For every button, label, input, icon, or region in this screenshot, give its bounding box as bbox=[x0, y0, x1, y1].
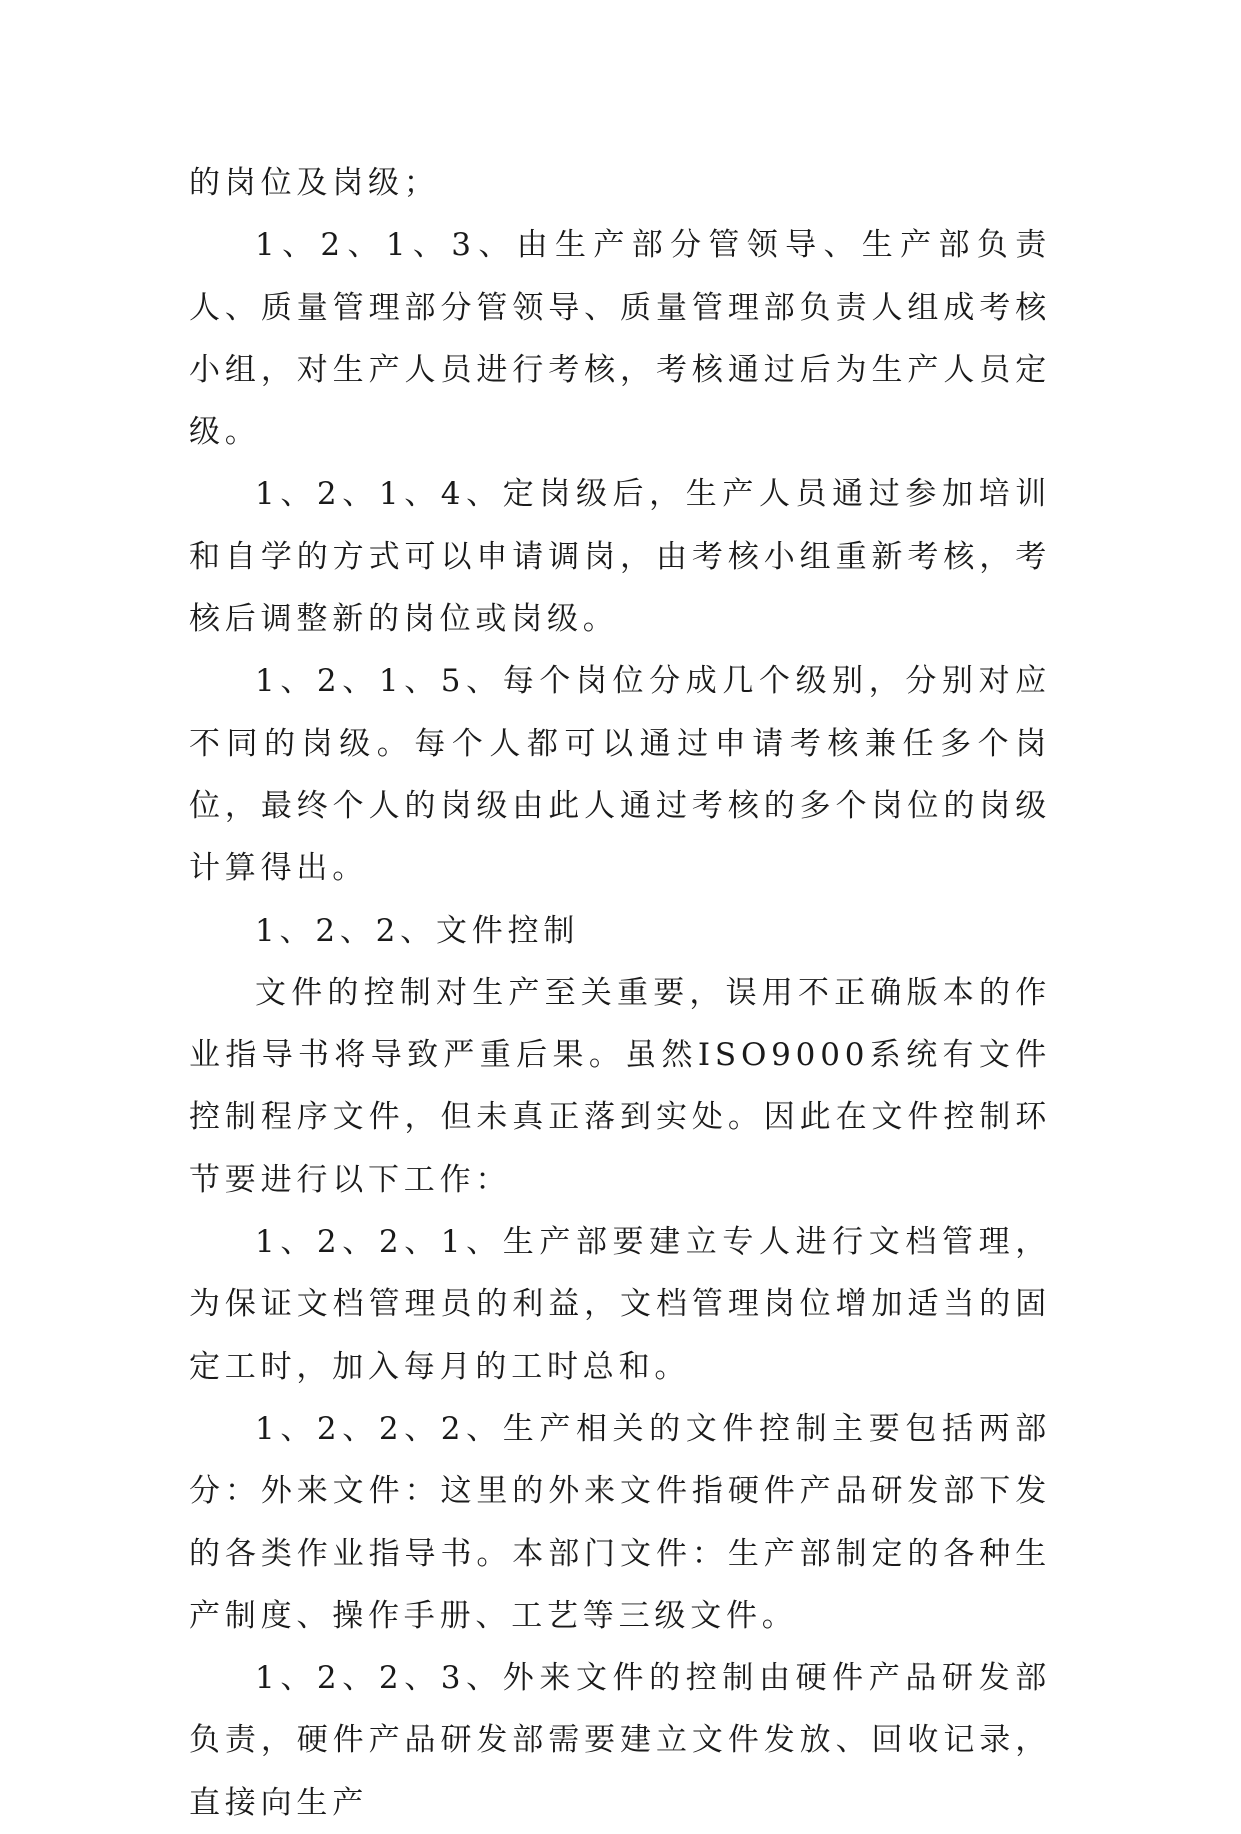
paragraph-continued: 的岗位及岗级； bbox=[189, 165, 440, 201]
paragraph-file-control-intro: 文件的控制对生产至关重要，误用不正确版本的作业指导书将导致严重后果。虽然ISO9000系统有文件控制程序文件，但未真正落到实处。因此在文件控制环节要进行以下工作： bbox=[189, 974, 1051, 1198]
document-body bbox=[189, 152, 1051, 1834]
paragraph-1-2-2-1: 1、2、2、1、生产部要建立专人进行文档管理，为保证文档管理员的利益，文档管理岗位增加适当的固定工时，加入每月的工时总和。 bbox=[189, 1224, 1051, 1385]
paragraph-1-2-1-4: 1、2、1、4、定岗级后，生产人员通过参加培训和自学的方式可以申请调岗，由考核小组重新考核，考核后调整新的岗位或岗级。 bbox=[189, 476, 1051, 638]
paragraph-1-2-1-3: 1、2、1、3、由生产部分管领导、生产部负责人、质量管理部分管领导、质量管理部负责人组成考核小组，对生产人员进行考核，考核通过后为生产人员定级。 bbox=[189, 227, 1051, 451]
paragraph-1-2-1-5: 1、2、1、5、每个岗位分成几个级别，分别对应不同的岗级。每个人都可以通过申请考核兼任多个岗位，最终个人的岗级由此人通过考核的多个岗位的岗级计算得出。 bbox=[189, 663, 1051, 887]
paragraph-1-2-2-3: 1、2、2、3、外来文件的控制由硬件产品研发部负责，硬件产品研发部需要建立文件发放、回收记录，直接向生产 bbox=[189, 1660, 1051, 1821]
section-heading-1-2-2: 1、2、2、文件控制 bbox=[255, 912, 580, 949]
paragraph-1-2-2-2: 1、2、2、2、生产相关的文件控制主要包括两部分：外来文件：这里的外来文件指硬件产品研发部下发的各类作业指导书。本部门文件：生产部制定的各种生产制度、操作手册、工艺等三级文件。 bbox=[189, 1410, 1051, 1634]
